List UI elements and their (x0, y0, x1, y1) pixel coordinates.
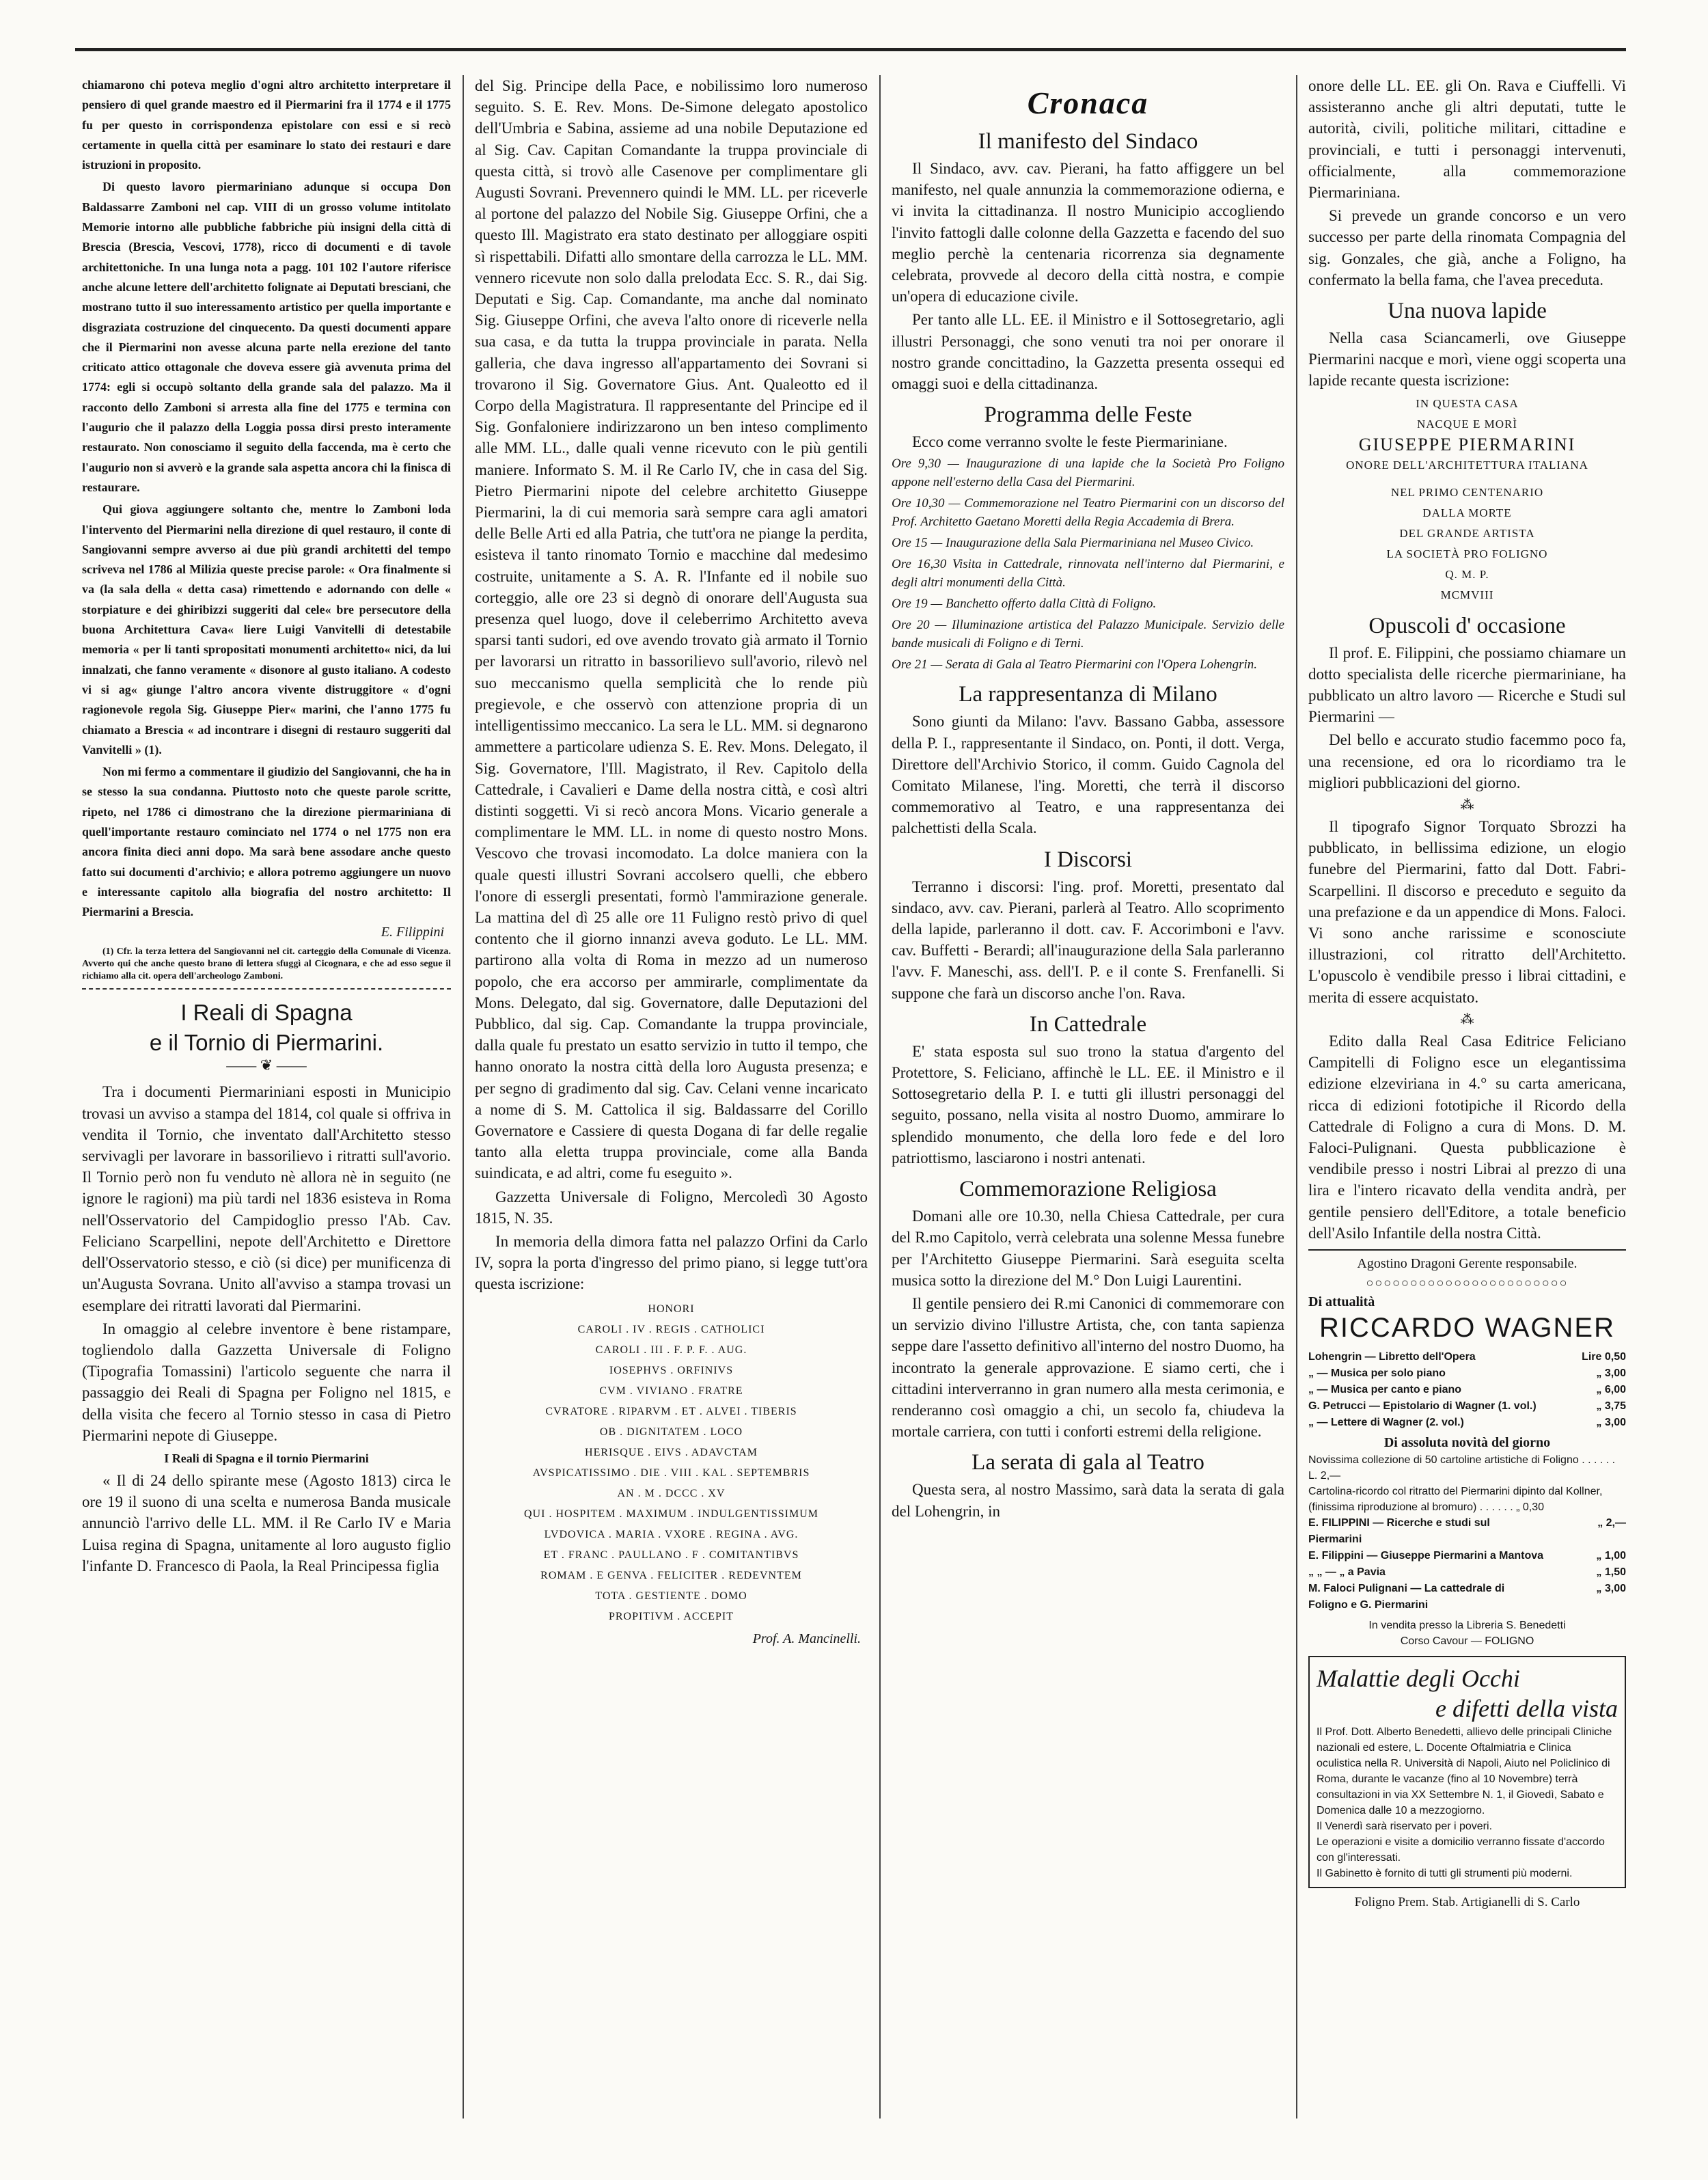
inscription-line: HERISQUE . EIVS . ADAVCTAM (585, 1446, 758, 1458)
ad-header: Di attualità (1308, 1294, 1375, 1309)
section-heading: Il manifesto del Sindaco (978, 129, 1198, 154)
inscription-line: PROPITIVM . ACCEPIT (608, 1610, 734, 1622)
article-heading: e il Tornio di Piermarini. (149, 1030, 384, 1056)
oculist-ad (1308, 1656, 1626, 1888)
ad-title: e difetti della vista (1435, 1694, 1618, 1722)
inscription-line: HONORI (648, 1303, 695, 1315)
inscription-line: AVSPICATISSIMO . DIE . VIII . KAL . SEPTEMBRIS (532, 1467, 810, 1479)
paragraph: Sono giunti da Milano: l'avv. Bassano Gabba, assessore della P. I., rappresentante il Sindaco, on. Ponti, il dott. Verga, Direttore dell'Archivio Storico, il comm. Guido Cagnola del Comitato Milanese, l'ing. Moretti, che terrà il discorso commemorativo al Teatro, e una rappresentanza dei palchettisti della Scala. (892, 713, 1284, 837)
program-item: Ore 10,30 — Commemorazione nel Teatro Piermarini con un discorso del Prof. Architetto Gaetano Moretti della Regia Accademia di Brera. (892, 496, 1284, 530)
ad-footer: In vendita presso la Libreria S. Benedetti (1368, 1619, 1566, 1631)
lapide-line: LA SOCIETÀ PRO FOLIGNO (1386, 547, 1548, 560)
printer-line: Foligno Prem. Stab. Artigianelli di S. Carlo (1354, 1894, 1580, 1909)
paragraph: Questa sera, al nostro Massimo, sarà data la serata di gala del Lohengrin, in (892, 1481, 1284, 1520)
inscription-line: QUI . HOSPITEM . MAXIMUM . INDULGENTISSIMUM (524, 1508, 818, 1520)
inscription-line: OB . DIGNITATEM . LOCO (599, 1426, 743, 1438)
inscription-line: CVM . VIVIANO . FRATRE (599, 1385, 743, 1397)
program-item: Ore 21 — Serata di Gala al Teatro Piermarini con l'Opera Lohengrin. (892, 657, 1258, 672)
ad-text: Il Venerdì sarà riservato per i poveri. (1317, 1820, 1493, 1832)
ad-row: „ — Musica per solo piano „ 3,00 (1308, 1367, 1626, 1379)
paragraph: « Il di 24 dello spirante mese (Agosto 1813) circa le ore 19 il suono di una scelta e numerosa Banda musicale annunciò l'arrivo delle LL. MM. il Re Carlo IV e Maria Luisa regina di Spagna, unitamente al loro augusto figlio l'infante D. Francesco di Paola, la Real Principessa figlia (82, 1471, 451, 1575)
ad-title: Malattie degli Occhi (1317, 1664, 1520, 1692)
program-item: Ore 9,30 — Inaugurazione di una lapide che la Società Pro Foligno appone nell'esterno della Casa del Piermarini. (892, 457, 1284, 490)
ad-text: Il Gabinetto è fornito di tutti gli strumenti più moderni. (1317, 1867, 1573, 1879)
section-heading: Programma delle Feste (984, 403, 1192, 428)
ad-row: E. FILIPPINI — Ricerche e studi sul Piermarini „ 2,— (1308, 1516, 1626, 1545)
ad-text: Cartolina-ricordo col ritratto del Piermarini dipinto dal Kollner, (finissima riproduzione al bromuro) . . . . . . „ 0,30 (1308, 1485, 1603, 1513)
article-piermarini-brescia (82, 75, 451, 983)
paragraph: Nella casa Sciancamerli, ove Giuseppe Piermarini nacque e morì, viene oggi scoperta una lapide recante questa iscrizione: (1308, 329, 1626, 390)
ad-text: Le operazioni e visite a domicilio verranno fissate d'accordo con gl'interessati. (1317, 1836, 1605, 1864)
gerente-line: Agostino Dragoni Gerente responsabile. (1357, 1255, 1578, 1271)
paragraph: Il tipografo Signor Torquato Sbrozzi ha pubblicato, in bellissima edizione, un elogio funebre del Piermarini, fatto dal Dott. Fabri-Scarpellini. Il discorso e preceduto e seguito da una prefazione e da un appendice di Mons. Faloci. Vi sono anche rarissime e sconosciute illustrazioni, col ritratto dell'Architetto. L'opuscolo è vendibile presso i librai cittadini, e merita di essere acquistato. (1308, 818, 1626, 1006)
inscription-line: LVDOVICA . MARIA . VXORE . REGINA . AVG. (544, 1528, 799, 1540)
signature: E. Filippini (381, 925, 444, 940)
inscription-line: ROMAM . E GENVA . FELICITER . REDEVNTEM (540, 1569, 802, 1581)
lapide-line: DEL GRANDE ARTISTA (1399, 526, 1535, 540)
lapide-line: GIUSEPPE PIERMARINI (1358, 434, 1576, 454)
section-heading: Commemorazione Religiosa (959, 1177, 1217, 1202)
paragraph: In memoria della dimora fatta nel palazzo Orfini da Carlo IV, sopra la porta d'ingresso del primo piano, si legge tutt'ora questa iscrizione: (475, 1232, 868, 1293)
paragraph: Qui giova aggiungere soltanto che, mentre lo Zamboni loda l'intervento del Piermarini nella direzione di quel restauro, il conte di Sangiovanni sempre avverso ai due più grandi architetti del tempo scriveva nel 1786 al Milizia queste precise parole: « Ora finalmente si va (la sala della « detta casa) rimettendo e adornando con delle « storpiature e dei ghiribizzi suggeriti dal cele« bre persecutore della buona Architettura Cava« liere Luigi Vanvitelli di detestabile memoria « per li tanti spropositati monumenti architetto« nici, da lui innalzati, che fanno veramente « disonore al gusto italiano. A codesto vi si ag« giunge l'altro ancora vivente distruggitore « d'ogni ragionevole regola Sig. Giuseppe Pier« marini, che l'anno 1775 fu chiamato a Brescia « ad incontrare i disegni di restauro suggeriti dal Vanvitelli » (1). (82, 502, 451, 757)
inscription-line: IOSEPHVS . ORFINIVS (609, 1364, 734, 1376)
wagner-ad (1308, 1294, 1626, 1649)
column-3 (892, 75, 1284, 2118)
ad-footer: Corso Cavour — FOLIGNO (1400, 1635, 1534, 1647)
paragraph: Ecco come verranno svolte le feste Piermariniane. (912, 433, 1228, 451)
divider (1308, 1249, 1626, 1251)
lapide-inscription (1308, 394, 1626, 605)
lapide-line: ONORE DELL'ARCHITETTURA ITALIANA (1346, 458, 1588, 472)
column-2 (475, 75, 868, 2118)
lapide-line: NEL PRIMO CENTENARIO (1390, 485, 1544, 499)
section-heading: La serata di gala al Teatro (972, 1450, 1204, 1475)
paragraph: del Sig. Principe della Pace, e nobilissimo loro numeroso seguito. S. E. Rev. Mons. De-Simone delegato apostolico dell'Umbria e Sabina, assieme ad una nobile Deputazione ed al Sig. Cav. Capitan Comandante la truppa provinciale di questa città, si trovò alle Casenove per complimentare gli Augusti Sovrani. Prevennero quindi le MM. LL. per riceverle al portone del palazzo del Nobile Sig. Giuseppe Orfini, che a questo Ill. Magistrato era stato destinato per alloggiare ospiti sì rispettabili. Difatti allo smontare della carrozza le LL. MM. vennero ricevute non solo dalla prelodata Ecc. S. R., dai Sig. Deputati e Sig. Cap. Comandante, ma anche dal nominato Sig. Giuseppe Orfini, che aveva l'alto onore di riceverle nella sua casa, e da tutta la truppa provinciale in parata. Nella galleria, che dava ingresso all'appartamento dei Sovrani si trovarono il Sig. Governatore Gius. Ant. Qualeotto ed il Corpo della Magistratura. Il rappresentante del Principe ed il Sig. Gonfaloniere indirizzarono un ben inteso complimento alle MM. LL., dalle quali venne ricevuto con le più gentili maniere. Informato S. M. il Re Carlo IV, che in casa del Sig. Pietro Piermarini nipote del celebre architetto Giuseppe Piermarini, la di cui memoria sarà sempre cara agli amatori delle Belle Arti ed alla Patria, che tutt'ora ne piange la perdita, esisteva il tanto rinomato Tornio e macchine dal medesimo costruite, unitamente a S. A. R. l'Infante ed il nobile suo corteggio, alle ore 23 si degnò di onorare dell'Augusta sua presenza quel luogo, dove il celeberrimo Architetto aveva sparsi tanti sudori, ed ove avendo trovato già armato il Tornio per lavorarsi un ritratto in bassorilievo sull'avorio, rilevò nel suo meccanismo quella semplicità che lo rende più pregievole, e che osservò con attenzione propria di un intelligentissimo meccanico. La sera le LL. MM. si degnarono ammettere a particolare udienza S. E. Rev. Mons. Delegato, il Sig. Governatore, l'Ill. Magistrato, il Rev. Capitolo della Cattedrale, i Cavalieri e Dame della nostra città, e così altri distinti soggetti. Vi si recò ancora Mons. Vicario generale a complimentare le MM. LL. in nome di questo nostro Mons. Vescovo che trovasi incomodato. La dolce maniera con la quale questi illustri Sovrani accolsero quelli, che ebbero l'onore di essergli presentati, formò l'ammirazione generale. La mattina del dì 25 alle ore 11 Fuligno restò privo di quel contento che il giorno innanzi aveva goduto. Le LL. MM. partirono alla volta di Roma in mezzo ad un numeroso popolo, che era accorso per ammirarle, complimentate da Mons. Delegato, dal sig. Governatore, dalle Deputazioni del Pubblico, dal sig. Cap. Comandante la truppa provinciale, dalla quale fu prestato un esatto servizio in tutto il tempo, che hanno onorato la nostra città della loro Augusta presenza; e per segno di gradimento dal sig. Cav. Celani venne incaricato a nome di S. M. Cattolica il sig. Baldassarre del Corillo Governatore e Cassiere di questa Dogana di far delle regalie tanto alla eletta truppa provinciale, come alla Banda suindicata, e ad altri, come fu eseguito ». (475, 77, 868, 1182)
program-item: Ore 20 — Illuminazione artistica del Palazzo Municipale. Servizio delle bande musicali di Foligno e di Terni. (892, 618, 1284, 651)
chain-border: ○○○○○○○○○○○○○○○○○○○○○○○ (1366, 1275, 1569, 1290)
ad-row: „ — Musica per canto e piano „ 6,00 (1308, 1383, 1626, 1395)
asterism: ⁂ (1460, 1011, 1474, 1027)
ad-text: Novissima collezione di 50 cartoline artistiche di Foligno . . . . . . L. 2,— (1308, 1454, 1616, 1482)
inscription-line: AN . M . DCCC . XV (617, 1487, 726, 1499)
paragraph: Per tanto alle LL. EE. il Ministro e il Sottosegretario, agli illustri Personaggi, che sono venuti tra noi per onorare il nostro grande concittadino, la Gazzetta presenta ossequi ed omaggi suoi e della cittadinanza. (892, 311, 1284, 393)
footnote: (1) Cfr. la terza lettera del Sangiovanni nel cit. carteggio della Comunale di Vicenza. Avverto qui che anche questo brano di lettera sfuggì al Cicognara, e che ad esso segue il richiamo alla cit. opera dell'archeologo Zamboni. (82, 946, 451, 982)
column-rule (463, 75, 464, 2118)
section-heading: Una nuova lapide (1388, 299, 1547, 324)
paragraph: Terranno i discorsi: l'ing. prof. Moretti, presentato dal sindaco, avv. cav. Pierani, parlerà al Teatro. Allo scoprimento della lapide, parleranno il dott. cav. F. Accorimboni e l'avv. cav. Buffetti - Berardi; all'inaugurazione della Sala parleranno l'avv. F. Maneschi, ass. dell'I. P. e il conte S. Frenfanelli. Si suppone che farà un discorso anche l'on. Rava. (892, 877, 1284, 1002)
inscription-line: CAROLI . III . F. P. F. . AUG. (595, 1344, 747, 1356)
subheading: I Reali di Spagna e il tornio Piermarini (164, 1451, 369, 1465)
lapide-line: DALLA MORTE (1422, 506, 1512, 519)
ad-row: E. Filippini — Giuseppe Piermarini a Mantova „ 1,00 (1308, 1549, 1626, 1562)
paragraph: Non mi fermo a commentare il giudizio del Sangiovanni, che ha in se stesso la sua condanna. Piuttosto noto che queste parole scritte, ripeto, nel 1786 ci dimostrano che la direzione piermariniana di quell'importante restauro cominciato nel 1774 o nel 1775 non era ancora finita dieci anni dopo. Ma sarà bene assodare anche questo fatto sui documenti d'archivio; e allora potremo aggiungere un nuovo e interessante capitolo alla biografia del nostro architetto: Il Piermarini a Brescia. (82, 765, 451, 919)
paragraph: onore delle LL. EE. gli On. Rava e Ciuffelli. Vi assisteranno anche gli altri deputati, tutte le autorità, civili, politiche militari, cittadine e provinciali, e tutti i personaggi intervenuti, officialmente, alla commemorazione Piermariniana. (1308, 77, 1626, 202)
paragraph: Si prevede un grande concorso e un vero successo per parte della rinomata Compagnia del sig. Gonzales, che già, anche a Foligno, ha confermato la bella fama, che l'avea preceduta. (1308, 207, 1626, 288)
paragraph: Gazzetta Universale di Foligno, Mercoledì 30 Agosto 1815, N. 35. (475, 1188, 868, 1227)
program-item: Ore 15 — Inaugurazione della Sala Piermariniana nel Museo Civico. (892, 536, 1254, 551)
lapide-line: MCMVIII (1440, 588, 1494, 601)
paragraph: Il gentile pensiero dei R.mi Canonici di commemorare con un servizio divino l'illustre Artista, che, con tanta sapienza seppe dare l'assetto definitivo all'interno del nostro Duomo, ha incontrato la generale approvazione. E siamo certi, che i cittadini interverranno in gran numero alla mesta cerimonia, e renderanno così omaggio a chi, un secolo fa, chiudeva la mortale carriera, con tutti i conforti estremi della religione. (892, 1294, 1284, 1441)
paragraph: Domani alle ore 10.30, nella Chiesa Cattedrale, per cura del R.mo Capitolo, verrà celebrata una solenne Messa funebre per l'Architetto Giuseppe Piermarini. Sarà eseguita scelta musica sotto la direzione del M.° Don Luigi Laurentini. (892, 1208, 1284, 1289)
column-rule (879, 75, 881, 2118)
lapide-line: NACQUE E MORÌ (1416, 417, 1518, 431)
paragraph: E' stata esposta sul suo trono la statua d'argento del Protettore, S. Feliciano, affinchè le LL. EE. il Ministro e il Sottosegretario della P. I. e tutti gli illustri personaggi del seguito, possano, nella visita al nostro Duomo, ammirare lo splendido monumento, che della loro fede e del loro patriottismo, lasciarono i nostri antenati. (892, 1042, 1284, 1167)
program-item: Ore 19 — Banchetto offerto dalla Città di Foligno. (892, 597, 1157, 612)
paragraph: chiamarono chi poteva meglio d'ogni altro architetto interpretare il pensiero di quel grande maestro ed il Piermarini fra il 1774 e il 1775 fu per questo in corrispondenza epistolare con essi e si recò certamente in quella città per esaminare lo stato dei restauri e dare istruzioni in proposito. (82, 78, 451, 172)
ad-row: „ „ — „ a Pavia „ 1,50 (1308, 1566, 1626, 1578)
column-4 (1308, 75, 1626, 2118)
column-1 (82, 75, 451, 2118)
paragraph: Di questo lavoro piermariniano adunque si occupa Don Baldassarre Zamboni nel cap. VIII di un grosso volume intitolato Memorie intorno alle pubbliche fabbriche più insigni della città di Brescia (Brescia, Vescovi, 1778), ricco di documenti e di tavole architettoniche. In una lunga nota a pagg. 101 102 l'autore riferisce anche alcune lettere dell'architetto folignate ai Deputati bresciani, che mostrano tutto il suo interessamento artistico per quella importante e disgraziata costruzione del cinquecento. Da questi documenti appare che il Piermarini non avesse alcuna parte nella erezione del tanto criticato attico ottagonale che doveva essere già avvenuta prima del 1774: egli si occupò soltanto della grande sala del palazzo. Ma il racconto dello Zamboni si arresta alla fine del 1775 e termina con l'augurio che il palazzo della Loggia possa dirsi presto interamente restaurato. Non conosciamo il seguito della faccenda, ma è certo che l'augurio non si avverò e la grande sala aspetta ancora chi la finisca di restaurare. (82, 180, 451, 494)
ad-header: Di assoluta novità del giorno (1383, 1434, 1551, 1450)
asterism: ⁂ (1460, 798, 1474, 813)
column-rule (1296, 75, 1297, 2118)
inscription-line: TOTA . GESTIENTE . DOMO (595, 1590, 747, 1602)
newspaper-page (75, 48, 1626, 2125)
inscription-line: CVRATORE . RIPARVM . ET . ALVEI . TIBERIS (545, 1405, 797, 1417)
ad-row: „ — Lettere di Wagner (2. vol.) „ 3,00 (1308, 1416, 1626, 1428)
divider (82, 988, 451, 990)
paragraph: Il Sindaco, avv. cav. Pierani, ha fatto affiggere un bel manifesto, nel quale annunzia la commemorazione odierna, e vi invita la cittadinanza. Il nostro Municipio accogliendo l'invito fattogli dalle colonne della Gazzetta e facendo del suo meglio perchè la centenaria ricorrenza sia degnamente celebrata, provvede al decoro della città nostra, e compie un'opera di educazione civile. (892, 160, 1284, 305)
inscription-line: ET . FRANC . PAULLANO . F . COMITANTIBVS (543, 1549, 799, 1561)
lapide-line: Q. M. P. (1445, 567, 1489, 581)
ornament-divider: —— ❦ —— (226, 1057, 307, 1074)
lapide-line: IN QUESTA CASA (1416, 396, 1519, 410)
paragraph: Tra i documenti Piermariniani esposti in Municipio trovasi un avviso a stampa del 1814, col quale si offriva in vendita il Tornio, che inventato dall'Architetto stesso servivagli per lavorare in bassorilievo i ritratti sull'avorio. Il Tornio però non fu venduto nè allora nè in seguito (ne ignore le ragioni) ma più tardi nel 1836 esisteva in Roma nell'Osservatorio del Campidoglio presso l'Ab. Cav. Feliciano Scarpellini, nepote dell'Architetto e Direttore dell'Osservatorio stesso, e ciò (si dice) per munificenza di un'Augusta Sovrana. Unito all'avviso a stampa trovasi un esemplare dei ritratti lavorati dal Piermarini. (82, 1083, 451, 1314)
ad-text: Il Prof. Dott. Alberto Benedetti, allievo delle principali Cliniche nazionali ed estere, L. Docente Oftalmiatria e Clinica oculistica nella R. Università di Napoli, Aiuto nel Policlinico di Roma, durante le vacanze (fino al 10 Novembre) terrà consultazioni in via XX Settembre N. 1, il Giovedì, Sabato e Domenica dalle 10 a mezzogiorno. (1317, 1726, 1612, 1816)
inscription (475, 1299, 868, 1627)
program-list (892, 454, 1284, 674)
section-heading: La rappresentanza di Milano (959, 682, 1217, 707)
section-heading: I Discorsi (1043, 847, 1133, 872)
program-item: Ore 16,30 Visita in Cattedrale, rinnovata nell'interno dal Piermarini, e degli altri monumenti della Città. (892, 557, 1284, 590)
ad-title: RICCARDO WAGNER (1319, 1312, 1615, 1343)
ad-row: M. Faloci Pulignani — La cattedrale di Foligno e G. Piermarini „ 3,00 (1308, 1582, 1626, 1611)
ad-row: Lohengrin — Libretto dell'Opera Lire 0,50 (1308, 1350, 1626, 1363)
paragraph: In omaggio al celebre inventore è bene ristampare, togliendolo dalla Gazzetta Universale di Foligno (Tipografia Tomassini) l'articolo seguente che narra il passaggio dei Reali di Spagna per Foligno nel 1815, e della visita che fecero al Tornio stesso in casa di Pietro Piermarini nepote di Giuseppe. (82, 1320, 451, 1444)
signature: Prof. A. Mancinelli. (752, 1631, 861, 1646)
paragraph: Edito dalla Real Casa Editrice Feliciano Campitelli di Foligno esce un elegantissima edizione elzeviriana in 4.° su carta americana, ricca di edizioni fototipiche il Ricordo della Cattedrale di Foligno a cura di Mons. D. M. Faloci-Pulignani. Questa pubblicazione è vendibile presso i nostri Librai al prezzo di una lira e l'intero ricavato della vendita andrà, per gentile pensiero dell'Editore, a totale beneficio dell'Asilo Infantile della nostra Città. (1308, 1032, 1626, 1242)
paragraph: Il prof. E. Filippini, che possiamo chiamare un dotto specialista delle ricerche piermariniane, ha pubblicato un altro lavoro — Ricerche e Studi sul Piermarini — (1308, 644, 1626, 726)
ad-row: G. Petrucci — Epistolario di Wagner (1. vol.) „ 3,75 (1308, 1400, 1626, 1412)
inscription-line: CAROLI . IV . REGIS . CATHOLICI (577, 1323, 765, 1335)
section-heading: In Cattedrale (1029, 1011, 1147, 1037)
section-masthead: Cronaca (1027, 85, 1149, 120)
article-heading: I Reali di Spagna (180, 1000, 353, 1026)
section-heading: Opuscoli d' occasione (1368, 613, 1566, 638)
paragraph: Del bello e accurato studio facemmo poco fa, una recensione, ed ora lo ricordiamo tra le migliori pubblicazioni del giorno. (1308, 731, 1626, 791)
